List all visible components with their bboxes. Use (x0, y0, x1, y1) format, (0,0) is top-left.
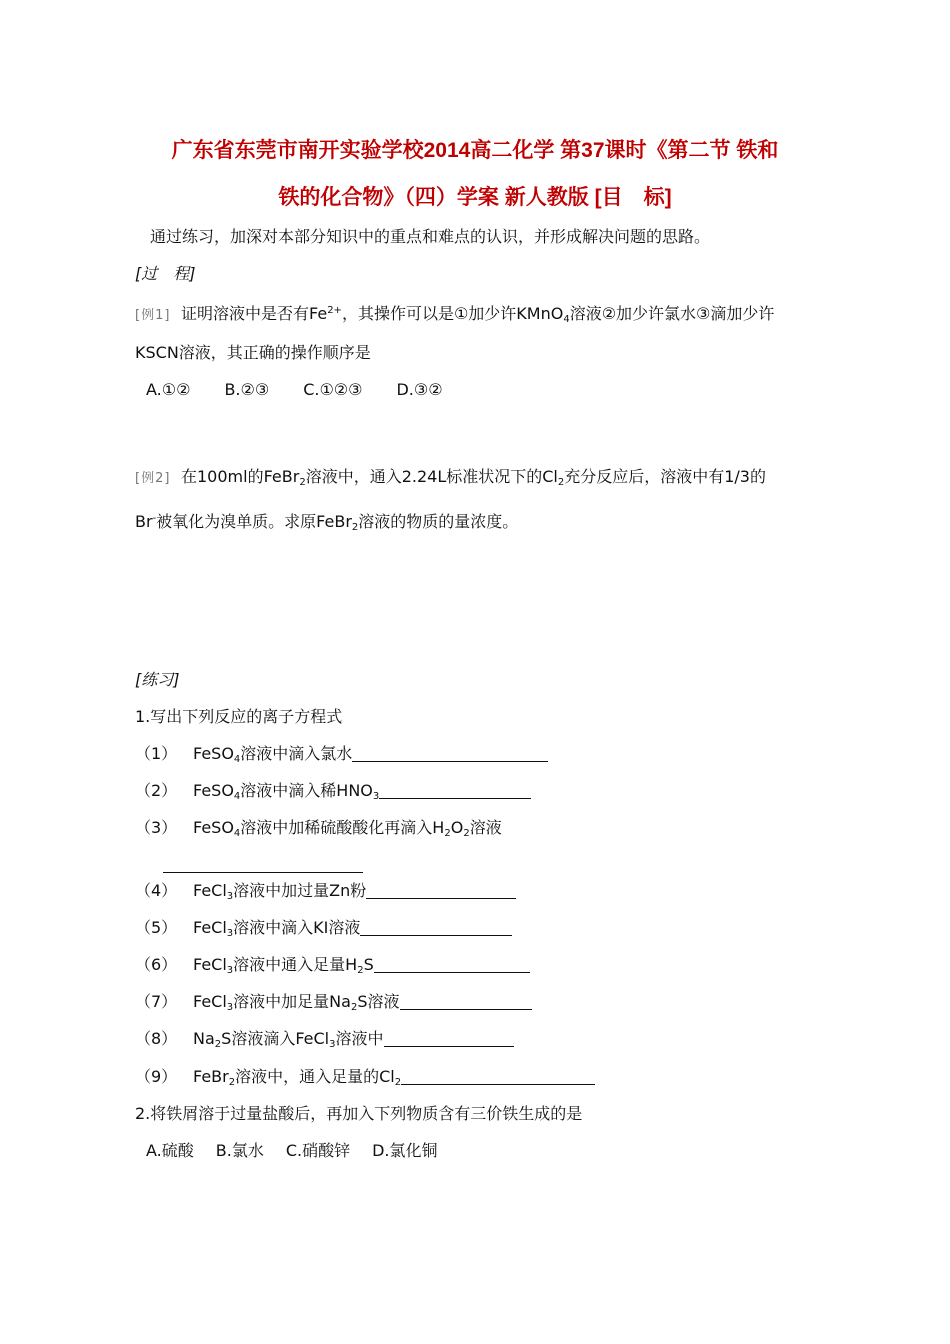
example1-options (146, 379, 477, 401)
answer-blank[interactable] (401, 1068, 595, 1085)
option-b: B.②③ (224, 380, 270, 399)
reaction-item-7: （7） FeCl$_3$溶液中加足量$Na_2S$溶液 (135, 991, 532, 1019)
example1-line2: KSCN溶液，其正确的操作顺序是 (135, 343, 371, 362)
reaction-item-1: （1） FeSO$_4$溶液中滴入氯水 (135, 743, 548, 771)
option-b: B.氯水 (215, 1141, 264, 1160)
reaction-item-6: （6） FeCl$_3$溶液中通入足量$H_2S$ (135, 954, 530, 982)
reaction-item-5: （5） FeCl$_3$溶液中滴入KI溶液 (135, 917, 512, 945)
reaction-item-8: （8） $Na_2S$溶液滴入FeCl$_3$溶液中 (135, 1028, 514, 1056)
option-a: A.硫酸 (146, 1141, 194, 1160)
option-d: D.氯化铜 (372, 1141, 438, 1160)
document-title-line2: 铁的化合物》（四）学案 新人教版 [目 标] (278, 186, 672, 209)
answer-blank[interactable] (374, 956, 530, 973)
option-d: D.③② (396, 380, 443, 399)
example1-line1: [例1] 证明溶液中是否有$Fe^{2+}$，其操作可以是①加少许KMnO$_4$溶液②加少许氯水③滴加少许 (135, 304, 775, 325)
question2-text: 2.将铁屑溶于过量盐酸后，再加入下列物质含有三价铁生成的是 (135, 1104, 583, 1123)
answer-blank[interactable] (379, 782, 531, 799)
option-c: C.硝酸锌 (285, 1141, 351, 1160)
reaction-item-9: （9） FeBr$_2$溶液中，通入足量的$Cl_2$ (135, 1066, 595, 1094)
option-a: A.①② (146, 380, 191, 399)
example2-line1: [例2] 在100ml的FeBr$_2$溶液中，通入2.24L标准状况下的$Cl_2$充分反应后，溶液中有1/3的 (135, 467, 766, 488)
answer-blank[interactable] (352, 745, 548, 762)
goal-text: 通过练习，加深对本部分知识中的重点和难点的认识，并形成解决问题的思路。 (150, 227, 711, 246)
reaction-item-2: （2） FeSO$_4$溶液中滴入稀$HNO_3$ (135, 780, 531, 808)
answer-blank[interactable] (366, 882, 516, 899)
option-c: C.①②③ (303, 380, 363, 399)
reaction-item-3: （3） FeSO$_4$溶液中加稀硫酸酸化再滴入$H_2O_2$溶液 (135, 818, 502, 839)
document-title-line1: 广东省东莞市南开实验学校2014高二化学 第37课时《第二节 铁和 (171, 139, 779, 162)
example2-line2: Br-被氧化为溴单质。求原FeBr$_2$溶液的物质的量浓度。 (135, 512, 519, 533)
reaction-item-4: （4） FeCl$_3$溶液中加过量Zn粉 (135, 880, 516, 908)
process-header: [过 程] (135, 264, 196, 283)
answer-blank[interactable] (384, 1030, 514, 1047)
answer-blank[interactable] (400, 993, 532, 1010)
example2-tag: [例2] (135, 471, 171, 486)
example1-tag: [例1] (135, 308, 171, 323)
question1-text: 1.写出下列反应的离子方程式 (135, 707, 343, 726)
answer-blank[interactable] (360, 919, 512, 936)
reaction-item-3-blank-line (163, 854, 363, 876)
answer-blank[interactable] (163, 856, 363, 873)
practice-header: [练习] (135, 670, 180, 689)
question2-options (146, 1140, 460, 1162)
